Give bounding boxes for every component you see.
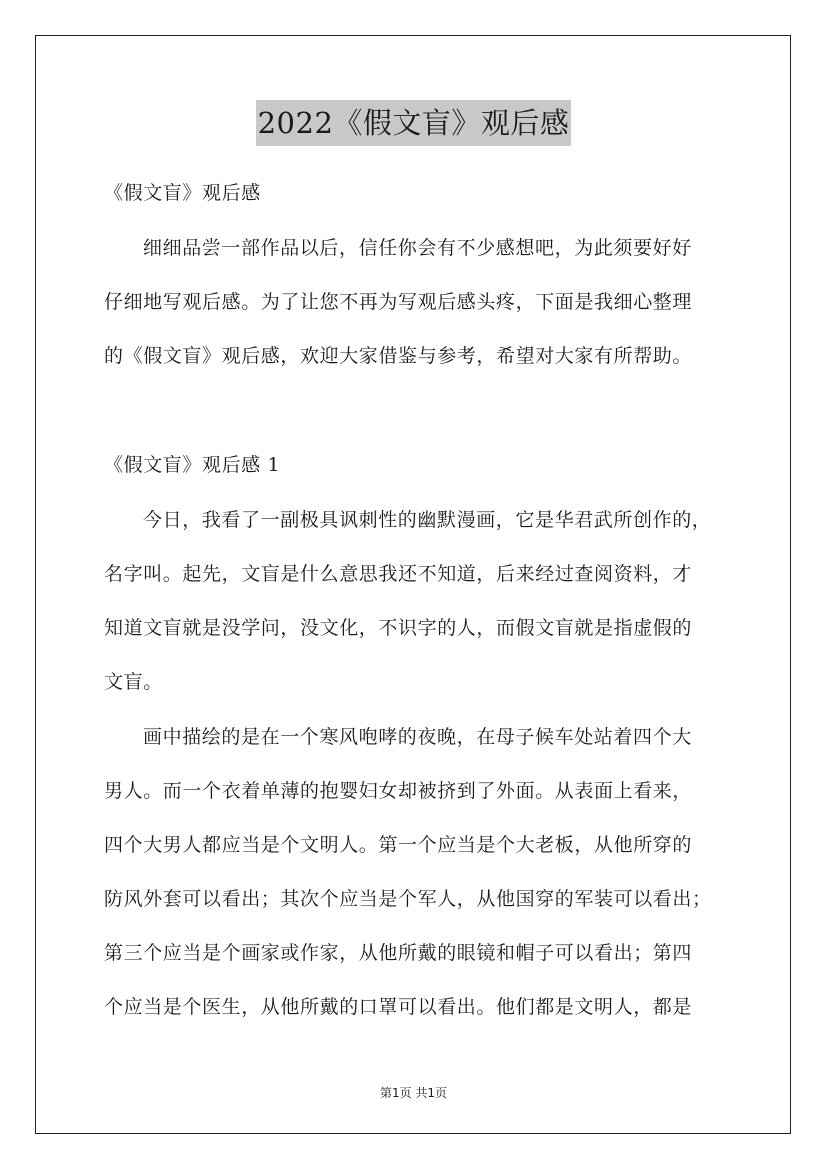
intro-line-2: 仔细地写观后感。为了让您不再为写观后感头疼，下面是我细心整理 xyxy=(104,291,693,313)
para2-line-6: 个应当是个医生，从他所戴的口罩可以看出。他们都是文明人，都是 xyxy=(104,996,693,1018)
document-subtitle: 《假文盲》观后感 xyxy=(104,182,261,204)
document-title: 2022《假文盲》观后感 xyxy=(256,100,572,146)
intro-line-1: 细细品尝一部作品以后，信任你会有不少感想吧，为此须要好好 xyxy=(143,237,692,259)
para2-line-3: 四个大男人都应当是个文明人。第一个应当是个大老板，从他所穿的 xyxy=(104,834,693,856)
para1-line-1: 今日，我看了一副极具讽刺性的幽默漫画，它是华君武所创作的， xyxy=(143,509,712,531)
para2-line-1: 画中描绘的是在一个寒风咆哮的夜晚，在母子候车处站着四个大 xyxy=(143,726,692,748)
para2-line-5: 第三个应当是个画家或作家，从他所戴的眼镜和帽子可以看出；第四 xyxy=(104,942,693,964)
para2-line-4: 防风外套可以看出；其次个应当是个军人，从他国穿的军装可以看出； xyxy=(104,888,712,910)
title-container xyxy=(0,100,827,146)
section-heading: 《假文盲》观后感 1 xyxy=(104,454,281,476)
para1-line-3: 知道文盲就是没学问，没文化，不识字的人，而假文盲就是指虚假的 xyxy=(104,617,693,639)
para1-line-2: 名字叫。起先，文盲是什么意思我还不知道，后来经过查阅资料，才 xyxy=(104,563,693,585)
para1-line-4: 文盲。 xyxy=(104,671,163,693)
para2-line-2: 男人。而一个衣着单薄的抱婴妇女却被挤到了外面。从表面上看来， xyxy=(104,780,693,802)
page-footer: 第1页 共1页 xyxy=(379,1086,448,1100)
intro-line-3: 的《假文盲》观后感，欢迎大家借鉴与参考，希望对大家有所帮助。 xyxy=(104,345,693,367)
